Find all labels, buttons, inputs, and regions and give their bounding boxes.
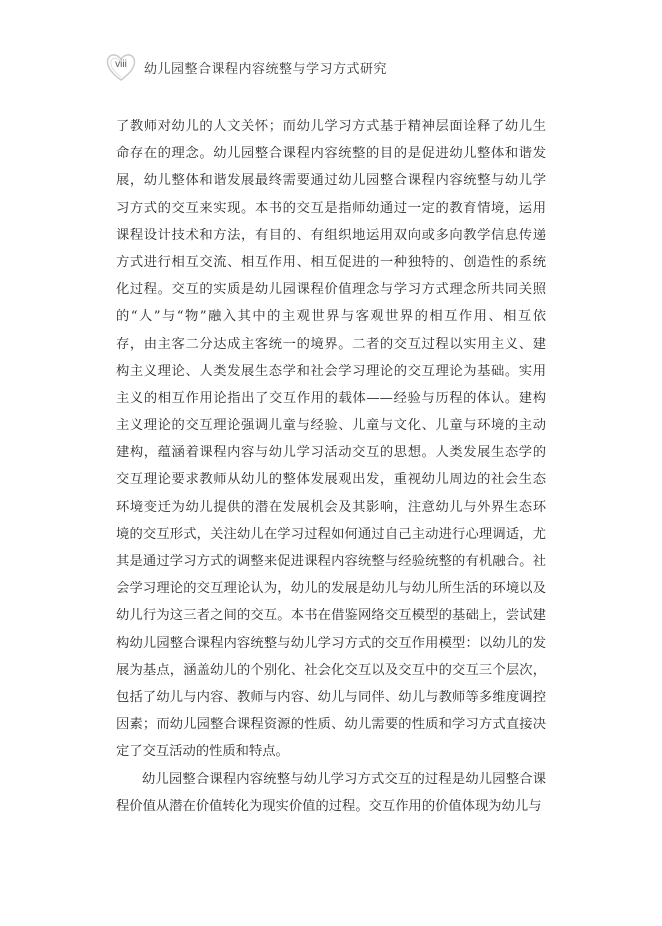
text-line: 幼儿园整合课程内容统整与幼儿学习方式交互的过程是幼儿园整合课: [142, 771, 546, 787]
text-line: 存，由主客二分达成主客统一的境界。二者的交互过程以实用主义、建: [116, 336, 546, 352]
text-line: 程价值从潜在价值转化为现实价值的过程。交互作用的价值体现为幼儿与: [116, 798, 542, 814]
text-line: 交互理论要求教师从幼儿的整体发展观出发，重视幼儿周边的社会生态: [116, 472, 546, 488]
text-line: 因素；而幼儿园整合课程资源的性质、幼儿需要的性质和学习方式直接决: [116, 717, 546, 733]
text-line: 展，幼儿整体和谐发展最终需要通过幼儿园整合课程内容统整与幼儿学: [116, 173, 546, 189]
text-line: 会学习理论的交互理论认为，幼儿的发展是幼儿与幼儿所生活的环境以及: [116, 581, 546, 597]
text-line: 幼儿行为这三者之间的交互。本书在借鉴网络交互模型的基础上，尝试建: [116, 608, 546, 624]
text-line: 构幼儿园整合课程内容统整与幼儿学习方式的交互作用模型：以幼儿的发: [116, 635, 546, 651]
page-number-badge: [104, 50, 138, 84]
running-title: 幼儿园整合课程内容统整与学习方式研究: [144, 61, 388, 77]
text-line: 命存在的理念。幼儿园整合课程内容统整的目的是促进幼儿整体和谐发: [116, 146, 546, 162]
text-line: 化过程。交互的实质是幼儿园课程价值理念与学习方式理念所共同关照: [116, 282, 546, 298]
text-line: 的“人”与“物”融入其中的主观世界与客观世界的相互作用、相互依: [116, 309, 546, 325]
text-line: 包括了幼儿与内容、教师与内容、幼儿与同伴、幼儿与教师等多维度调控: [116, 689, 546, 705]
page-number: viii: [115, 59, 127, 70]
text-line: 主义理论的交互理论强调儿童与经验、儿童与文化、儿童与环境的主动: [116, 418, 546, 434]
text-line: 习方式的交互来实现。本书的交互是指师幼通过一定的教育情境，运用: [116, 200, 546, 216]
body-text: [116, 113, 546, 820]
text-line: 了教师对幼儿的人文关怀；而幼儿学习方式基于精神层面诠释了幼儿生: [116, 119, 546, 134]
text-line: 方式进行相互交流、相互作用、相互促进的一种独特的、创造性的系统: [116, 254, 546, 270]
text-line: 主义的相互作用论指出了交互作用的载体——经验与历程的体认。建构: [116, 390, 546, 406]
text-line: 境的交互形式，关注幼儿在学习过程如何通过自己主动进行心理调适，尤: [116, 526, 546, 542]
text-line: 构主义理论、人类发展生态学和社会学习理论的交互理论为基础。实用: [116, 363, 546, 379]
text-line: 建构，蕴涵着课程内容与幼儿学习活动交互的思想。人类发展生态学的: [116, 445, 546, 461]
paragraph: [116, 766, 546, 820]
paragraph: [116, 113, 546, 766]
text-line: 其是通过学习方式的调整来促进课程内容统整与经验统整的有机融合。社: [116, 554, 546, 569]
text-line: 环境变迁为幼儿提供的潜在发展机会及其影响，注意幼儿与外界生态环: [116, 499, 546, 515]
text-line: 展为基点，涵盖幼儿的个别化、社会化交互以及交互中的交互三个层次，: [116, 662, 546, 678]
page-header: [104, 50, 387, 84]
text-line: 定了交互活动的性质和特点。: [116, 744, 289, 760]
text-line: 课程设计技术和方法，有目的、有组织地运用双向或多向教学信息传递: [116, 227, 546, 243]
